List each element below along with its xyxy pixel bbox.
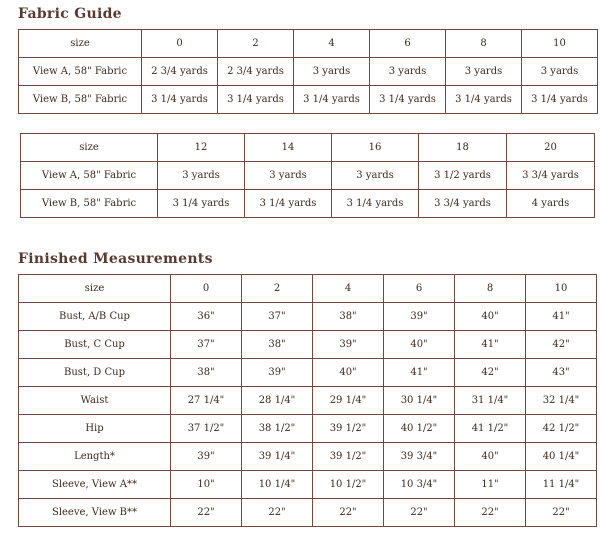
table-cell: 3 1/4 yards — [218, 86, 294, 114]
table-row — [19, 303, 597, 331]
table-cell: 37" — [171, 331, 242, 359]
table-cell: 42 1/2" — [526, 415, 597, 443]
row-label: View B, 58" Fabric — [19, 86, 142, 114]
table-cell: 3 1/4 yards — [294, 86, 370, 114]
table-cell: 41" — [384, 359, 455, 387]
table-cell: 39" — [171, 443, 242, 471]
table-cell: 22" — [313, 499, 384, 527]
table-cell: 3 1/4 yards — [522, 86, 598, 114]
header-cell: 16 — [332, 134, 419, 162]
table-cell: 38" — [171, 359, 242, 387]
table-cell: 31 1/4" — [455, 387, 526, 415]
table-cell: 40" — [384, 331, 455, 359]
table-row — [21, 190, 595, 218]
header-cell: size — [19, 30, 142, 58]
table-cell: 29 1/4" — [313, 387, 384, 415]
finished-measurements-heading: Finished Measurements — [18, 251, 213, 267]
table-row — [19, 443, 597, 471]
row-label: Sleeve, View B** — [19, 499, 171, 527]
table-cell: 40" — [455, 303, 526, 331]
table-cell: 43" — [526, 359, 597, 387]
table-cell: 40 1/2" — [384, 415, 455, 443]
row-label: Hip — [19, 415, 171, 443]
table-cell: 39" — [313, 331, 384, 359]
row-label: View A, 58" Fabric — [19, 58, 142, 86]
row-label: Bust, D Cup — [19, 359, 171, 387]
row-label: Sleeve, View A** — [19, 471, 171, 499]
table-cell: 10" — [171, 471, 242, 499]
table-cell: 2 3/4 yards — [142, 58, 218, 86]
table-row — [19, 359, 597, 387]
table-cell: 22" — [526, 499, 597, 527]
table-row — [19, 415, 597, 443]
table-cell: 41" — [526, 303, 597, 331]
table-header-row — [19, 275, 597, 303]
row-label: Length* — [19, 443, 171, 471]
table-cell: 40" — [455, 443, 526, 471]
table-cell: 3 1/4 yards — [332, 190, 419, 218]
table-cell: 40 1/4" — [526, 443, 597, 471]
table-cell: 3 1/4 yards — [370, 86, 446, 114]
table-cell: 40" — [313, 359, 384, 387]
table-row — [19, 331, 597, 359]
table-cell: 39 1/4" — [242, 443, 313, 471]
table-cell: 41" — [455, 331, 526, 359]
table-row — [19, 86, 598, 114]
header-cell: size — [21, 134, 158, 162]
table-cell: 11 1/4" — [526, 471, 597, 499]
table-cell: 3 yards — [158, 162, 245, 190]
row-label: Waist — [19, 387, 171, 415]
table-cell: 3 yards — [370, 58, 446, 86]
table-cell: 22" — [242, 499, 313, 527]
table-cell: 22" — [455, 499, 526, 527]
table-cell: 27 1/4" — [171, 387, 242, 415]
header-cell: 8 — [455, 275, 526, 303]
header-cell: 12 — [158, 134, 245, 162]
table-cell: 3 3/4 yards — [419, 190, 507, 218]
table-cell: 37" — [242, 303, 313, 331]
table-cell: 3 yards — [332, 162, 419, 190]
header-cell: 14 — [245, 134, 332, 162]
table-cell: 3 yards — [446, 58, 522, 86]
table-cell: 4 yards — [507, 190, 595, 218]
table-cell: 11" — [455, 471, 526, 499]
table-cell: 39" — [242, 359, 313, 387]
table-cell: 3 1/4 yards — [245, 190, 332, 218]
header-cell: 20 — [507, 134, 595, 162]
table-cell: 32 1/4" — [526, 387, 597, 415]
table-cell: 3 1/4 yards — [446, 86, 522, 114]
table-cell: 39" — [384, 303, 455, 331]
header-cell: size — [19, 275, 171, 303]
table-cell: 3 yards — [522, 58, 598, 86]
table-cell: 22" — [384, 499, 455, 527]
fabric-guide-heading: Fabric Guide — [18, 6, 122, 22]
table-row — [19, 499, 597, 527]
table-cell: 38 1/2" — [242, 415, 313, 443]
table-row — [19, 471, 597, 499]
row-label: View A, 58" Fabric — [21, 162, 158, 190]
table-cell: 3 yards — [294, 58, 370, 86]
table-row — [21, 162, 595, 190]
table-cell: 38" — [242, 331, 313, 359]
table-cell: 2 3/4 yards — [218, 58, 294, 86]
table-row — [19, 387, 597, 415]
table-cell: 39 1/2" — [313, 415, 384, 443]
table-cell: 37 1/2" — [171, 415, 242, 443]
table-cell: 30 1/4" — [384, 387, 455, 415]
header-cell: 8 — [446, 30, 522, 58]
finished-measurements-table — [18, 274, 597, 527]
table-cell: 28 1/4" — [242, 387, 313, 415]
table-cell: 39 3/4" — [384, 443, 455, 471]
table-cell: 42" — [526, 331, 597, 359]
header-cell: 4 — [313, 275, 384, 303]
table-header-row — [21, 134, 595, 162]
table-cell: 38" — [313, 303, 384, 331]
header-cell: 6 — [384, 275, 455, 303]
header-cell: 4 — [294, 30, 370, 58]
header-cell: 0 — [142, 30, 218, 58]
fabric-guide-table-sizes-12-20 — [20, 133, 595, 218]
table-row — [19, 58, 598, 86]
table-cell: 41 1/2" — [455, 415, 526, 443]
fabric-guide-table-sizes-0-10 — [18, 29, 598, 114]
table-cell: 3 1/4 yards — [142, 86, 218, 114]
table-cell: 42" — [455, 359, 526, 387]
table-cell: 3 yards — [245, 162, 332, 190]
header-cell: 10 — [526, 275, 597, 303]
table-cell: 39 1/2" — [313, 443, 384, 471]
header-cell: 0 — [171, 275, 242, 303]
table-cell: 10 1/2" — [313, 471, 384, 499]
header-cell: 2 — [218, 30, 294, 58]
row-label: Bust, C Cup — [19, 331, 171, 359]
table-cell: 36" — [171, 303, 242, 331]
table-cell: 3 1/2 yards — [419, 162, 507, 190]
table-cell: 3 3/4 yards — [507, 162, 595, 190]
row-label: Bust, A/B Cup — [19, 303, 171, 331]
table-cell: 3 1/4 yards — [158, 190, 245, 218]
row-label: View B, 58" Fabric — [21, 190, 158, 218]
header-cell: 18 — [419, 134, 507, 162]
header-cell: 10 — [522, 30, 598, 58]
table-cell: 10 1/4" — [242, 471, 313, 499]
header-cell: 2 — [242, 275, 313, 303]
table-cell: 22" — [171, 499, 242, 527]
table-cell: 10 3/4" — [384, 471, 455, 499]
table-header-row — [19, 30, 598, 58]
header-cell: 6 — [370, 30, 446, 58]
